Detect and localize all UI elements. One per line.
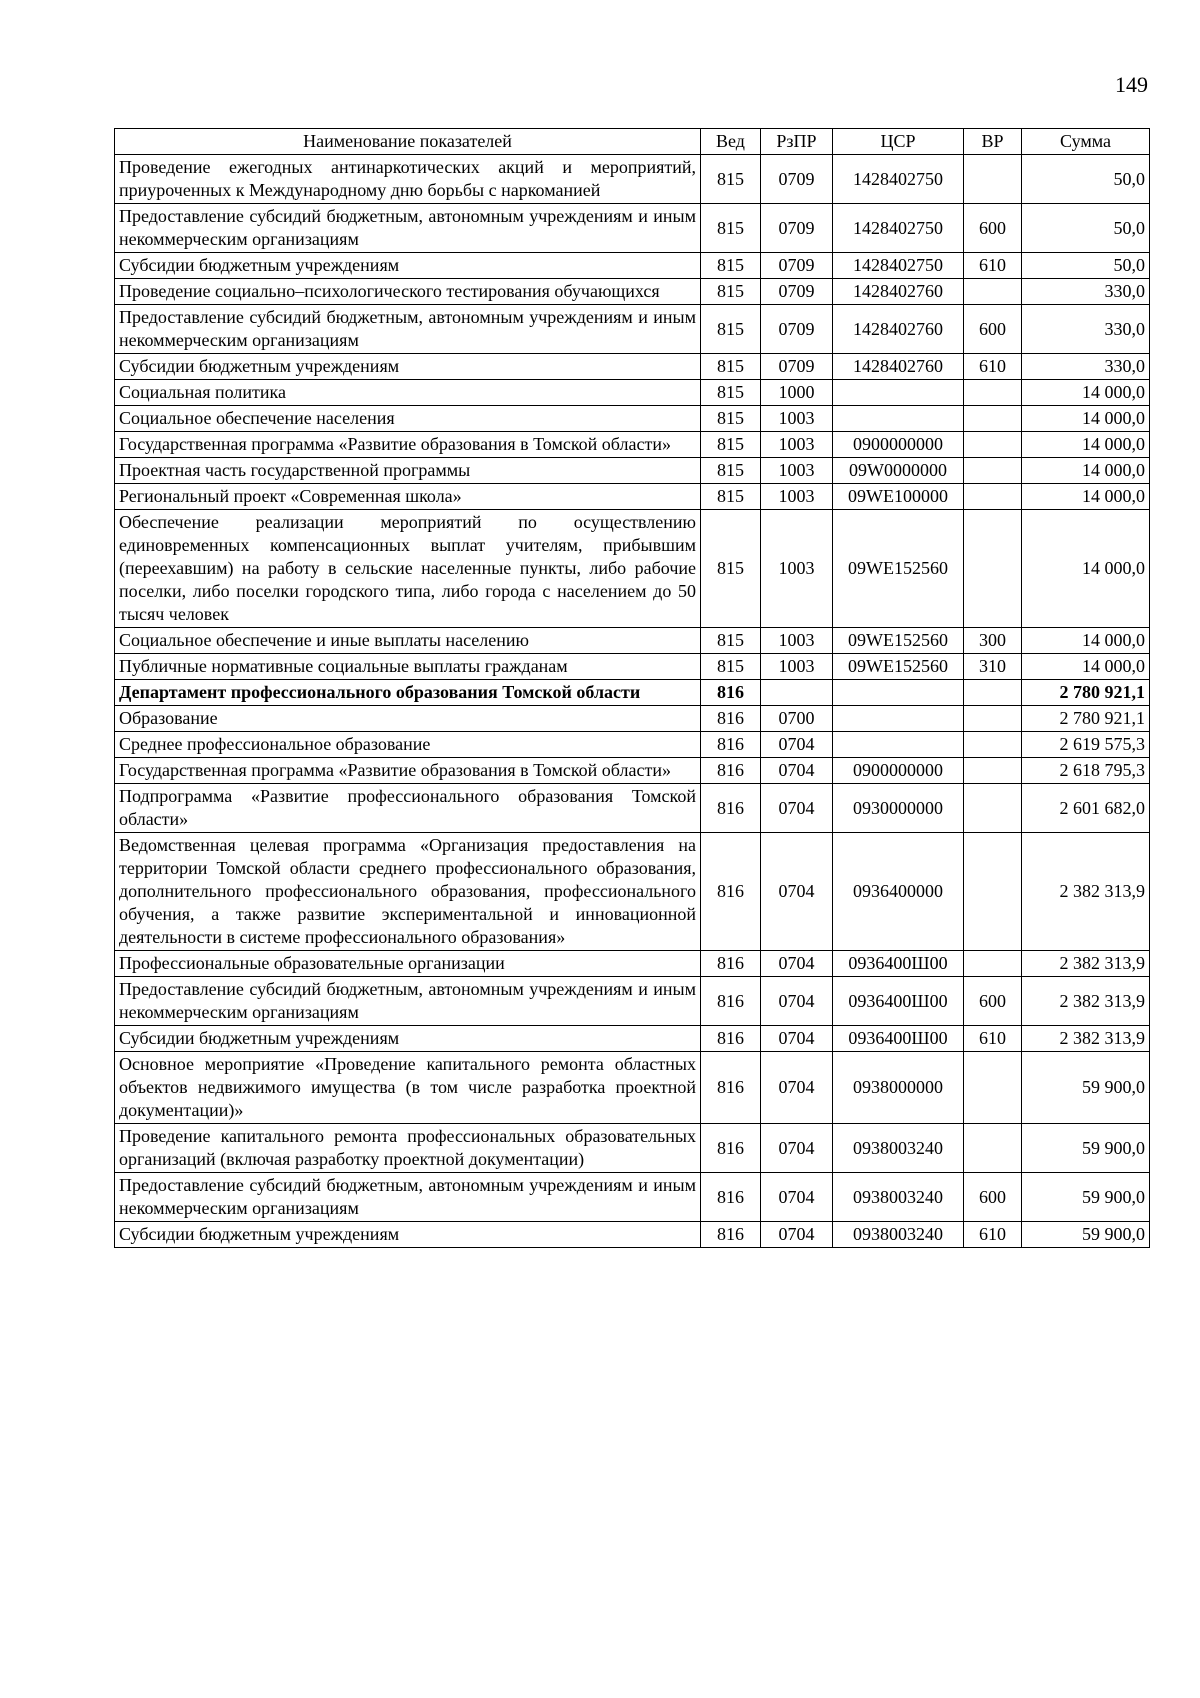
header-vr: ВР [964, 129, 1022, 155]
cell-name: Основное мероприятие «Проведение капитального ремонта областных объектов недвижимого имущества (в том числе разработка проектной документации)» [115, 1052, 701, 1124]
cell-ved: 816 [701, 1222, 761, 1248]
cell-name: Предоставление субсидий бюджетным, автономным учреждениям и иным некоммерческим организациям [115, 977, 701, 1026]
cell-sum: 2 601 682,0 [1022, 784, 1150, 833]
table-row [115, 484, 1150, 510]
table-row [115, 253, 1150, 279]
table-row [115, 1173, 1150, 1222]
cell-sum: 50,0 [1022, 155, 1150, 204]
cell-csr [833, 732, 964, 758]
cell-name: Предоставление субсидий бюджетным, автономным учреждениям и иным некоммерческим организациям [115, 305, 701, 354]
cell-vr: 300 [964, 628, 1022, 654]
cell-ved: 815 [701, 354, 761, 380]
cell-sum: 59 900,0 [1022, 1052, 1150, 1124]
cell-vr [964, 706, 1022, 732]
cell-csr: 0938003240 [833, 1222, 964, 1248]
cell-name: Социальное обеспечение населения [115, 406, 701, 432]
cell-ved: 816 [701, 1173, 761, 1222]
cell-name: Профессиональные образовательные организации [115, 951, 701, 977]
table-row [115, 706, 1150, 732]
cell-vr: 600 [964, 204, 1022, 253]
cell-rzpr: 1003 [761, 654, 833, 680]
cell-csr: 0938000000 [833, 1052, 964, 1124]
cell-rzpr: 1003 [761, 628, 833, 654]
cell-name: Субсидии бюджетным учреждениям [115, 253, 701, 279]
header-ved: Вед [701, 129, 761, 155]
cell-rzpr: 0704 [761, 732, 833, 758]
cell-ved: 815 [701, 510, 761, 628]
cell-rzpr: 0709 [761, 305, 833, 354]
table-row [115, 305, 1150, 354]
cell-csr [833, 680, 964, 706]
cell-csr: 09WE152560 [833, 654, 964, 680]
cell-vr [964, 680, 1022, 706]
cell-sum: 59 900,0 [1022, 1173, 1150, 1222]
cell-ved: 815 [701, 253, 761, 279]
cell-ved: 815 [701, 155, 761, 204]
cell-sum: 2 382 313,9 [1022, 1026, 1150, 1052]
table-row [115, 380, 1150, 406]
cell-rzpr: 1003 [761, 510, 833, 628]
cell-rzpr: 1003 [761, 432, 833, 458]
cell-rzpr: 0704 [761, 1222, 833, 1248]
cell-ved: 816 [701, 732, 761, 758]
cell-rzpr: 0704 [761, 1173, 833, 1222]
cell-sum: 2 780 921,1 [1022, 706, 1150, 732]
cell-rzpr: 0700 [761, 706, 833, 732]
cell-csr: 09W0000000 [833, 458, 964, 484]
table-row [115, 510, 1150, 628]
cell-csr: 09WE100000 [833, 484, 964, 510]
cell-name: Департамент профессионального образования Томской области [115, 680, 701, 706]
cell-rzpr: 0704 [761, 1124, 833, 1173]
cell-rzpr: 0704 [761, 784, 833, 833]
cell-rzpr: 1000 [761, 380, 833, 406]
cell-ved: 816 [701, 977, 761, 1026]
cell-vr [964, 833, 1022, 951]
cell-ved: 815 [701, 305, 761, 354]
cell-ved: 815 [701, 654, 761, 680]
cell-vr: 610 [964, 1222, 1022, 1248]
cell-vr: 600 [964, 305, 1022, 354]
cell-rzpr: 1003 [761, 458, 833, 484]
cell-name: Среднее профессиональное образование [115, 732, 701, 758]
cell-sum: 14 000,0 [1022, 510, 1150, 628]
cell-vr [964, 784, 1022, 833]
cell-csr: 0936400000 [833, 833, 964, 951]
cell-sum: 59 900,0 [1022, 1124, 1150, 1173]
table-row [115, 432, 1150, 458]
cell-name: Предоставление субсидий бюджетным, автономным учреждениям и иным некоммерческим организациям [115, 1173, 701, 1222]
cell-vr [964, 732, 1022, 758]
cell-ved: 815 [701, 458, 761, 484]
cell-csr: 09WE152560 [833, 628, 964, 654]
cell-vr [964, 458, 1022, 484]
cell-sum: 330,0 [1022, 305, 1150, 354]
table-row [115, 758, 1150, 784]
cell-vr [964, 484, 1022, 510]
cell-rzpr [761, 680, 833, 706]
table-row [115, 406, 1150, 432]
table-row [115, 1052, 1150, 1124]
cell-csr: 0900000000 [833, 432, 964, 458]
cell-vr [964, 406, 1022, 432]
table-row [115, 833, 1150, 951]
cell-sum: 50,0 [1022, 253, 1150, 279]
cell-sum: 14 000,0 [1022, 380, 1150, 406]
table-header-row [115, 129, 1150, 155]
cell-name: Социальная политика [115, 380, 701, 406]
table-row [115, 654, 1150, 680]
cell-csr: 09WE152560 [833, 510, 964, 628]
cell-sum: 2 780 921,1 [1022, 680, 1150, 706]
cell-ved: 816 [701, 758, 761, 784]
cell-sum: 14 000,0 [1022, 484, 1150, 510]
cell-name: Проведение капитального ремонта профессиональных образовательных организаций (включая разработку проектной документации) [115, 1124, 701, 1173]
cell-vr [964, 758, 1022, 784]
cell-name: Публичные нормативные социальные выплаты гражданам [115, 654, 701, 680]
cell-name: Проведение ежегодных антинаркотических акций и мероприятий, приуроченных к Международному дню борьбы с наркоманией [115, 155, 701, 204]
cell-rzpr: 0704 [761, 951, 833, 977]
table-row [115, 977, 1150, 1026]
cell-name: Предоставление субсидий бюджетным, автономным учреждениям и иным некоммерческим организациям [115, 204, 701, 253]
cell-csr: 1428402750 [833, 253, 964, 279]
cell-sum: 14 000,0 [1022, 628, 1150, 654]
cell-rzpr: 0709 [761, 279, 833, 305]
cell-sum: 14 000,0 [1022, 458, 1150, 484]
cell-ved: 816 [701, 951, 761, 977]
cell-csr [833, 706, 964, 732]
cell-csr: 0936400Ш00 [833, 951, 964, 977]
cell-vr [964, 155, 1022, 204]
cell-name: Проектная часть государственной программы [115, 458, 701, 484]
cell-ved: 816 [701, 1124, 761, 1173]
cell-name: Государственная программа «Развитие образования в Томской области» [115, 758, 701, 784]
cell-csr: 0938003240 [833, 1124, 964, 1173]
table-row [115, 279, 1150, 305]
cell-csr: 1428402760 [833, 354, 964, 380]
header-sum: Сумма [1022, 129, 1150, 155]
table-row [115, 354, 1150, 380]
cell-sum: 14 000,0 [1022, 654, 1150, 680]
cell-ved: 815 [701, 406, 761, 432]
cell-csr: 0930000000 [833, 784, 964, 833]
cell-csr: 0936400Ш00 [833, 977, 964, 1026]
table-row [115, 1026, 1150, 1052]
cell-sum: 330,0 [1022, 354, 1150, 380]
cell-name: Обеспечение реализации мероприятий по осуществлению единовременных компенсационных выплат учителям, прибывшим (переехавшим) на работу в сельские населенные пункты, либо рабочие поселки, либо поселки городского типа, либо города с населением до 50 тысяч человек [115, 510, 701, 628]
budget-table [114, 128, 1150, 1248]
cell-name: Подпрограмма «Развитие профессионального образования Томской области» [115, 784, 701, 833]
table-row [115, 1222, 1150, 1248]
cell-vr [964, 951, 1022, 977]
cell-rzpr: 0704 [761, 758, 833, 784]
cell-sum: 14 000,0 [1022, 406, 1150, 432]
cell-vr: 610 [964, 253, 1022, 279]
cell-vr: 310 [964, 654, 1022, 680]
cell-ved: 816 [701, 706, 761, 732]
cell-sum: 2 382 313,9 [1022, 833, 1150, 951]
cell-rzpr: 0704 [761, 1052, 833, 1124]
cell-vr [964, 279, 1022, 305]
table-row [115, 732, 1150, 758]
cell-sum: 2 618 795,3 [1022, 758, 1150, 784]
cell-csr: 1428402750 [833, 155, 964, 204]
cell-sum: 2 382 313,9 [1022, 951, 1150, 977]
table-row [115, 680, 1150, 706]
cell-ved: 816 [701, 1026, 761, 1052]
table-row [115, 458, 1150, 484]
cell-ved: 815 [701, 484, 761, 510]
cell-ved: 816 [701, 833, 761, 951]
cell-ved: 816 [701, 680, 761, 706]
table-row [115, 204, 1150, 253]
cell-name: Социальное обеспечение и иные выплаты населению [115, 628, 701, 654]
cell-rzpr: 0709 [761, 354, 833, 380]
cell-name: Образование [115, 706, 701, 732]
cell-sum: 330,0 [1022, 279, 1150, 305]
cell-name: Региональный проект «Современная школа» [115, 484, 701, 510]
cell-csr: 1428402760 [833, 279, 964, 305]
table-row [115, 628, 1150, 654]
cell-sum: 50,0 [1022, 204, 1150, 253]
header-csr: ЦСР [833, 129, 964, 155]
cell-rzpr: 0704 [761, 977, 833, 1026]
cell-csr: 1428402760 [833, 305, 964, 354]
cell-vr [964, 1052, 1022, 1124]
cell-vr: 600 [964, 977, 1022, 1026]
cell-name: Ведомственная целевая программа «Организация предоставления на территории Томской области среднего профессионального образования, дополнительного профессионального образования, профессионального обучения, а также развитие экспериментальной и инновационной деятельности в системе профессионального образования» [115, 833, 701, 951]
cell-vr [964, 510, 1022, 628]
header-name: Наименование показателей [115, 129, 701, 155]
cell-sum: 2 619 575,3 [1022, 732, 1150, 758]
cell-rzpr: 0709 [761, 204, 833, 253]
cell-name: Государственная программа «Развитие образования в Томской области» [115, 432, 701, 458]
cell-name: Проведение социально–психологического тестирования обучающихся [115, 279, 701, 305]
cell-sum: 14 000,0 [1022, 432, 1150, 458]
cell-sum: 2 382 313,9 [1022, 977, 1150, 1026]
cell-csr [833, 380, 964, 406]
table-row [115, 951, 1150, 977]
cell-rzpr: 1003 [761, 484, 833, 510]
cell-ved: 815 [701, 279, 761, 305]
cell-ved: 816 [701, 1052, 761, 1124]
cell-name: Субсидии бюджетным учреждениям [115, 354, 701, 380]
cell-ved: 815 [701, 204, 761, 253]
cell-ved: 815 [701, 380, 761, 406]
cell-ved: 816 [701, 784, 761, 833]
cell-vr: 600 [964, 1173, 1022, 1222]
cell-rzpr: 0709 [761, 155, 833, 204]
page-number: 149 [1115, 72, 1148, 97]
table-body [115, 155, 1150, 1248]
cell-csr [833, 406, 964, 432]
cell-vr [964, 380, 1022, 406]
cell-vr: 610 [964, 354, 1022, 380]
cell-csr: 1428402750 [833, 204, 964, 253]
cell-vr [964, 432, 1022, 458]
table-row [115, 784, 1150, 833]
table-row [115, 155, 1150, 204]
table-row [115, 1124, 1150, 1173]
cell-sum: 59 900,0 [1022, 1222, 1150, 1248]
cell-vr [964, 1124, 1022, 1173]
cell-vr: 610 [964, 1026, 1022, 1052]
cell-name: Субсидии бюджетным учреждениям [115, 1026, 701, 1052]
cell-rzpr: 1003 [761, 406, 833, 432]
cell-name: Субсидии бюджетным учреждениям [115, 1222, 701, 1248]
cell-csr: 0900000000 [833, 758, 964, 784]
cell-rzpr: 0704 [761, 1026, 833, 1052]
cell-ved: 815 [701, 432, 761, 458]
cell-csr: 0936400Ш00 [833, 1026, 964, 1052]
cell-csr: 0938003240 [833, 1173, 964, 1222]
cell-ved: 815 [701, 628, 761, 654]
cell-rzpr: 0709 [761, 253, 833, 279]
cell-rzpr: 0704 [761, 833, 833, 951]
header-rzpr: РзПР [761, 129, 833, 155]
